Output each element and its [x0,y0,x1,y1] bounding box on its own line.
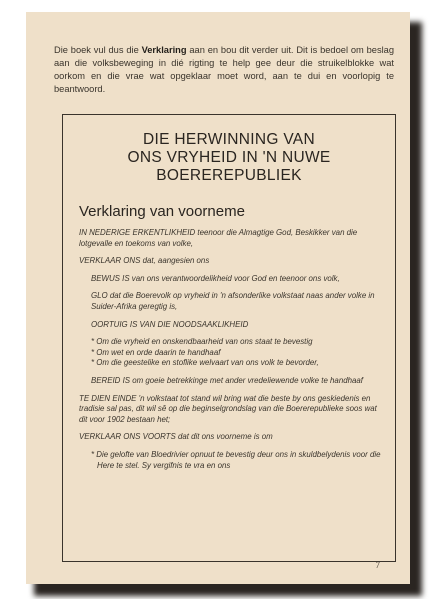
intro-paragraph [54,44,394,96]
bullet-wet-en-orde: * Om wet en orde daarin te handhaaf [91,347,221,357]
paragraph-erkentlikheid: IN NEDERIGE ERKENTLIKHEID teenoor die Almagtige God, Beskikker van die lotgevalle en toekoms van volke, [79,228,358,248]
title-line-1: DIE HERWINNING VAN [143,131,315,148]
book-page [26,12,410,584]
page-number: 7 [375,560,380,570]
declaration-body [63,228,395,471]
paragraph-verklaar-voorts: VERKLAAR ONS VOORTS dat dit ons voorneme is om [79,432,273,442]
paragraph-oortuig: OORTUIG IS VAN DIE NOODSAAKLIKHEID [91,319,249,329]
paragraph-glo: GLO dat die Boerevolk op vryheid in 'n afsonderlike volkstaat naas ander volke in Suider-Afrika geregtig is, [91,291,375,311]
paragraph-bereid-is: BEREID IS om goeie betrekkinge met ander vredeliewende volke te handhaaf [91,375,363,385]
declaration-subtitle: Verklaring van voorneme [79,203,245,220]
declaration-box [62,114,396,562]
declaration-title [63,131,395,185]
bullet-vryheid: * Om die vryheid en onskendbaarheid van ons staat te bevestig [91,337,313,347]
paragraph-verklaar-ons: VERKLAAR ONS dat, aangesien ons [79,256,210,266]
paragraph-bewus-is: BEWUS IS van ons verantwoordelikheid voor God en teenoor ons volk, [91,273,340,283]
intro-text-after: aan en bou dit verder uit. Dit is bedoel om beslag aan die volksbeweging in dié rigting te help gee deur die struikelblokke wat oorkom en die vrae wat opgeklaar moet word, aan te dui en voorlopig te beantwoord. [54,45,394,94]
intro-bold-term: Verklaring [141,45,187,55]
paragraph-te-dien-einde: TE DIEN EINDE 'n volkstaat tot stand wil bring wat die beste by ons geskiedenis en tradisie sal pas, dit wil sê op die beginselgrondslag van die Boererepublieke soos wat dit voor 1902 bestaan het; [79,393,377,424]
bullet-welvaart: * Om die geestelike en stoflike welvaart van ons volk te bevorder, [91,358,319,368]
title-line-2: ONS VRYHEID IN 'N NUWE [127,149,331,166]
bullet-gelofte: * Die gelofte van Bloedrivier opnuut te bevestig deur ons in skuldbelydenis voor die Here te stel. Sy vergifnis te vra en ons [91,449,381,470]
intro-text-before: Die boek vul dus die [54,45,142,55]
title-line-3: BOEREREPUBLIEK [156,167,302,184]
